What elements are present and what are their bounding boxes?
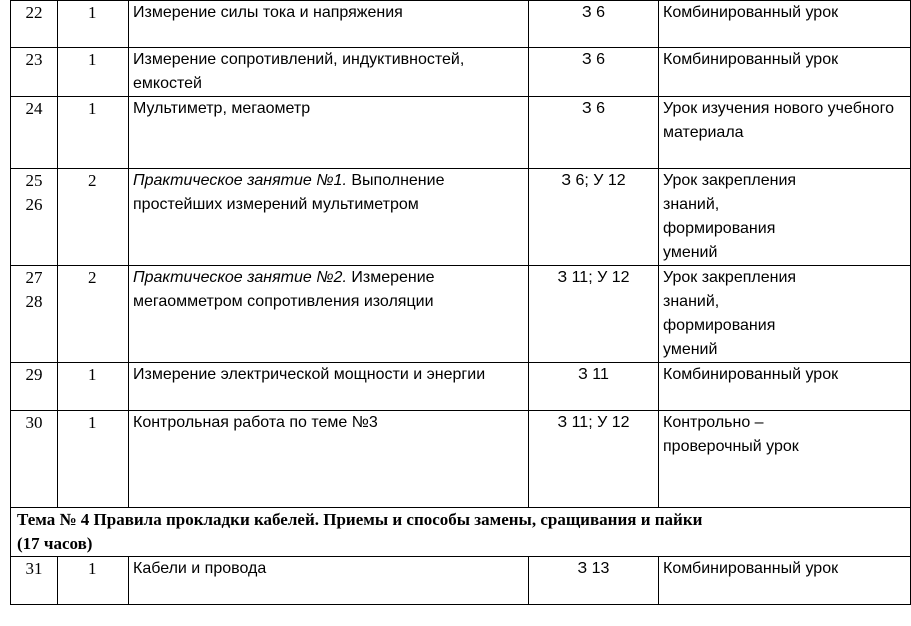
lesson-codes: З 6 xyxy=(529,48,659,97)
lesson-type: Комбинированный урок xyxy=(659,48,911,97)
lesson-type: Комбинированный урок xyxy=(659,363,911,411)
lesson-type-line: проверочный урок xyxy=(663,438,799,455)
lesson-topic: Измерение электрической мощности и энергии xyxy=(129,363,529,411)
table-row xyxy=(11,1,911,48)
lesson-type xyxy=(659,169,911,266)
lesson-type-line: умений xyxy=(663,341,718,358)
lesson-codes: З 11; У 12 xyxy=(529,411,659,508)
lesson-type-line: умений xyxy=(663,244,718,261)
table-row xyxy=(11,266,911,363)
section-title: Тема № 4 Правила прокладки кабелей. Приемы и способы замены, сращивания и пайки xyxy=(17,510,703,529)
practical-label: Практическое занятие №1. xyxy=(133,172,347,189)
lesson-type-line: формирования xyxy=(663,220,776,237)
lesson-topic xyxy=(129,169,529,266)
lesson-number-line: 25 xyxy=(25,171,43,190)
table-row xyxy=(11,411,911,508)
lesson-hours: 2 xyxy=(58,266,129,363)
lesson-number: 23 xyxy=(11,48,58,97)
practical-label: Практическое занятие №2. xyxy=(133,269,347,286)
lesson-hours: 1 xyxy=(58,557,129,605)
topic-text: Выполнение простейших измерений мультиметром xyxy=(133,172,445,213)
lesson-type-line: Урок закрепления xyxy=(663,172,797,189)
lesson-type-line: Урок закрепления xyxy=(663,269,797,286)
lesson-number xyxy=(11,266,58,363)
lesson-hours: 1 xyxy=(58,97,129,169)
lesson-plan-table xyxy=(10,0,895,602)
lesson-hours: 1 xyxy=(58,411,129,508)
lesson-codes: З 6; У 12 xyxy=(529,169,659,266)
lesson-type-line: Контрольно – xyxy=(663,414,764,431)
lesson-topic: Измерение сопротивлений, индуктивностей, емкостей xyxy=(129,48,529,97)
table-row xyxy=(11,97,911,169)
table-row xyxy=(11,363,911,411)
lesson-number: 31 xyxy=(11,557,58,605)
lesson-hours: 1 xyxy=(58,48,129,97)
lesson-hours: 1 xyxy=(58,363,129,411)
lesson-type xyxy=(659,266,911,363)
lesson-topic: Контрольная работа по теме №3 xyxy=(129,411,529,508)
lesson-type: Комбинированный урок xyxy=(659,557,911,605)
lesson-codes: З 6 xyxy=(529,1,659,48)
lesson-number: 30 xyxy=(11,411,58,508)
table-row xyxy=(11,169,911,266)
lesson-type: Урок изучения нового учебного материала xyxy=(659,97,911,169)
lesson-type-line: формирования xyxy=(663,317,776,334)
lesson-codes: З 11 xyxy=(529,363,659,411)
lesson-hours: 1 xyxy=(58,1,129,48)
lesson-number: 24 xyxy=(11,97,58,169)
section-title-cell xyxy=(11,508,911,557)
section-hours: (17 часов) xyxy=(17,534,93,553)
lesson-codes: З 11; У 12 xyxy=(529,266,659,363)
lesson-table xyxy=(10,0,911,605)
lesson-type-line: знаний, xyxy=(663,293,720,310)
lesson-topic: Кабели и провода xyxy=(129,557,529,605)
lesson-topic: Мультиметр, мегаометр xyxy=(129,97,529,169)
lesson-number-line: 26 xyxy=(25,195,43,214)
lesson-type-line: знаний, xyxy=(663,196,720,213)
lesson-topic: Измерение силы тока и напряжения xyxy=(129,1,529,48)
lesson-type xyxy=(659,411,911,508)
lesson-codes: З 13 xyxy=(529,557,659,605)
lesson-type: Комбинированный урок xyxy=(659,1,911,48)
table-row xyxy=(11,557,911,605)
lesson-number: 22 xyxy=(11,1,58,48)
lesson-hours: 2 xyxy=(58,169,129,266)
lesson-number-line: 27 xyxy=(25,268,43,287)
table-row xyxy=(11,48,911,97)
lesson-number xyxy=(11,169,58,266)
lesson-codes: З 6 xyxy=(529,97,659,169)
lesson-topic xyxy=(129,266,529,363)
lesson-number-line: 28 xyxy=(25,292,43,311)
lesson-number: 29 xyxy=(11,363,58,411)
topic-text: Измерение мегаомметром сопротивления изоляции xyxy=(133,269,435,310)
section-header-row xyxy=(11,508,911,557)
